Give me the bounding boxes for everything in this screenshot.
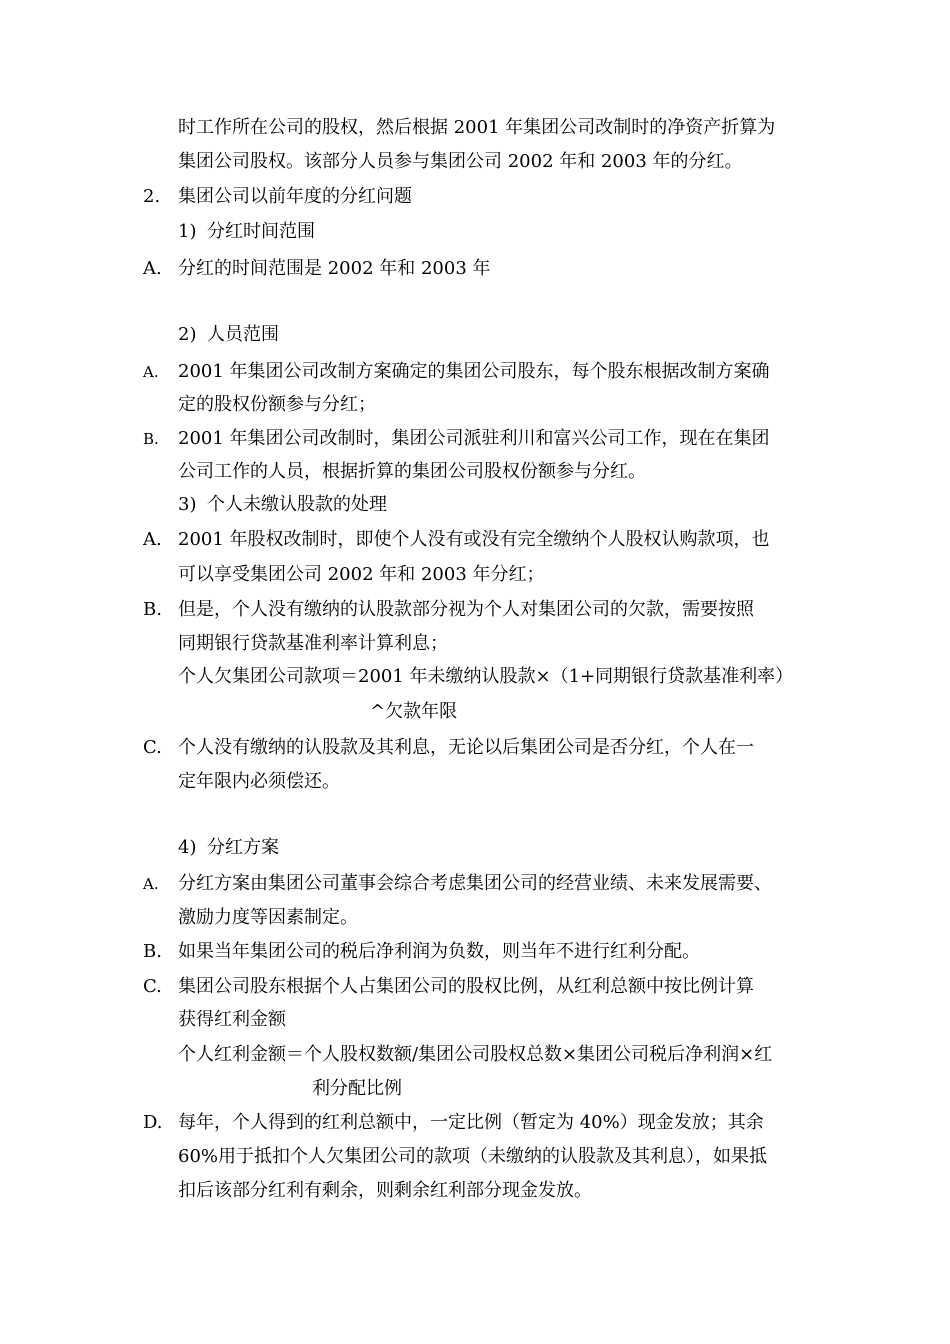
- sub-3-item-c-line-1: 个人没有缴纳的认股款及其利息，无论以后集团公司是否分红，个人在一: [178, 737, 754, 758]
- sub-4-item-a-line-2: 激励力度等因素制定。: [178, 907, 358, 928]
- sub-4-formula-line-1: 个人红利金额＝个人股权数额/集团公司股权总数×集团公司税后净利润×红: [178, 1044, 773, 1065]
- sub-4-item-b-line-1: 如果当年集团公司的税后净利润为负数，则当年不进行红利分配。: [178, 941, 700, 962]
- sub-4-item-d-line-3: 扣后该部分红利有剩余，则剩余红利部分现金发放。: [178, 1180, 592, 1201]
- sub-4-item-c-line-2: 获得红利金额: [178, 1009, 286, 1030]
- sub-3-item-b-line-1: 但是，个人没有缴纳的认股款部分视为个人对集团公司的欠款，需要按照: [178, 599, 754, 620]
- sub-2-item-b-line-1: 2001 年集团公司改制时，集团公司派驻利川和富兴公司工作，现在在集团: [178, 428, 770, 449]
- sub-3-item-a-line-2: 可以享受集团公司 2002 年和 2003 年分红；: [178, 564, 545, 585]
- sub-1-item-a-line-1: 分红的时间范围是 2002 年和 2003 年: [178, 258, 491, 279]
- sub-1-number: 1): [178, 221, 197, 242]
- intro-line-2: 集团公司股权。该部分人员参与集团公司 2002 年和 2003 年的分红。: [178, 151, 743, 172]
- sub-2-title: 人员范围: [207, 324, 279, 345]
- sub-2-item-a-marker: A.: [143, 363, 159, 381]
- sub-2-item-a-line-2: 定的股权份额参与分红；: [178, 394, 376, 415]
- sub-4-item-d-line-2: 60%用于抵扣个人欠集团公司的款项（未缴纳的认股款及其利息），如果抵: [178, 1146, 768, 1167]
- sub-3-formula-line-2: ^欠款年限: [370, 701, 458, 722]
- sub-4-item-c-line-1: 集团公司股东根据个人占集团公司的股权比例，从红利总额中按比例计算: [178, 976, 754, 997]
- sub-3-item-b-marker: B.: [143, 599, 162, 620]
- sub-4-item-a-line-1: 分红方案由集团公司董事会综合考虑集团公司的经营业绩、未来发展需要、: [178, 873, 772, 894]
- sub-3-item-b-line-2: 同期银行贷款基准利率计算利息；: [178, 633, 448, 654]
- sub-2-item-a-line-1: 2001 年集团公司改制方案确定的集团公司股东，每个股东根据改制方案确: [178, 361, 770, 382]
- intro-line-1: 时工作所在公司的股权，然后根据 2001 年集团公司改制时的净资产折算为: [178, 117, 776, 138]
- sub-4-item-d-marker: D.: [143, 1112, 163, 1133]
- section-2-title: 集团公司以前年度的分红问题: [178, 186, 412, 207]
- sub-4-item-c-marker: C.: [143, 976, 162, 997]
- sub-1-title: 分红时间范围: [207, 221, 315, 242]
- sub-4-title: 分红方案: [207, 837, 279, 858]
- sub-4-item-d-line-1: 每年，个人得到的红利总额中，一定比例（暂定为 40%）现金发放；其余: [178, 1112, 764, 1133]
- sub-3-item-a-line-1: 2001 年股权改制时，即使个人没有或没有完全缴纳个人股权认购款项，也: [178, 529, 770, 550]
- sub-3-number: 3): [178, 494, 197, 515]
- sub-2-item-b-line-2: 公司工作的人员，根据折算的集团公司股权份额参与分红。: [178, 461, 646, 482]
- sub-4-item-b-marker: B.: [143, 941, 162, 962]
- sub-4-formula-line-2: 利分配比例: [312, 1078, 402, 1099]
- sub-3-title: 个人未缴认股款的处理: [207, 494, 387, 515]
- sub-3-formula-line-1: 个人欠集团公司款项＝2001 年未缴纳认股款×（1+同期银行贷款基准利率）: [178, 666, 794, 687]
- sub-2-number: 2): [178, 324, 197, 345]
- sub-4-number: 4): [178, 837, 197, 858]
- sub-4-item-a-marker: A.: [143, 875, 159, 893]
- sub-3-item-c-line-2: 定年限内必须偿还。: [178, 771, 340, 792]
- section-2-number: 2.: [143, 186, 161, 207]
- sub-1-item-a-marker: A.: [143, 258, 162, 279]
- sub-3-item-c-marker: C.: [143, 737, 162, 758]
- sub-3-item-a-marker: A.: [143, 529, 162, 550]
- sub-2-item-b-marker: B.: [143, 430, 159, 448]
